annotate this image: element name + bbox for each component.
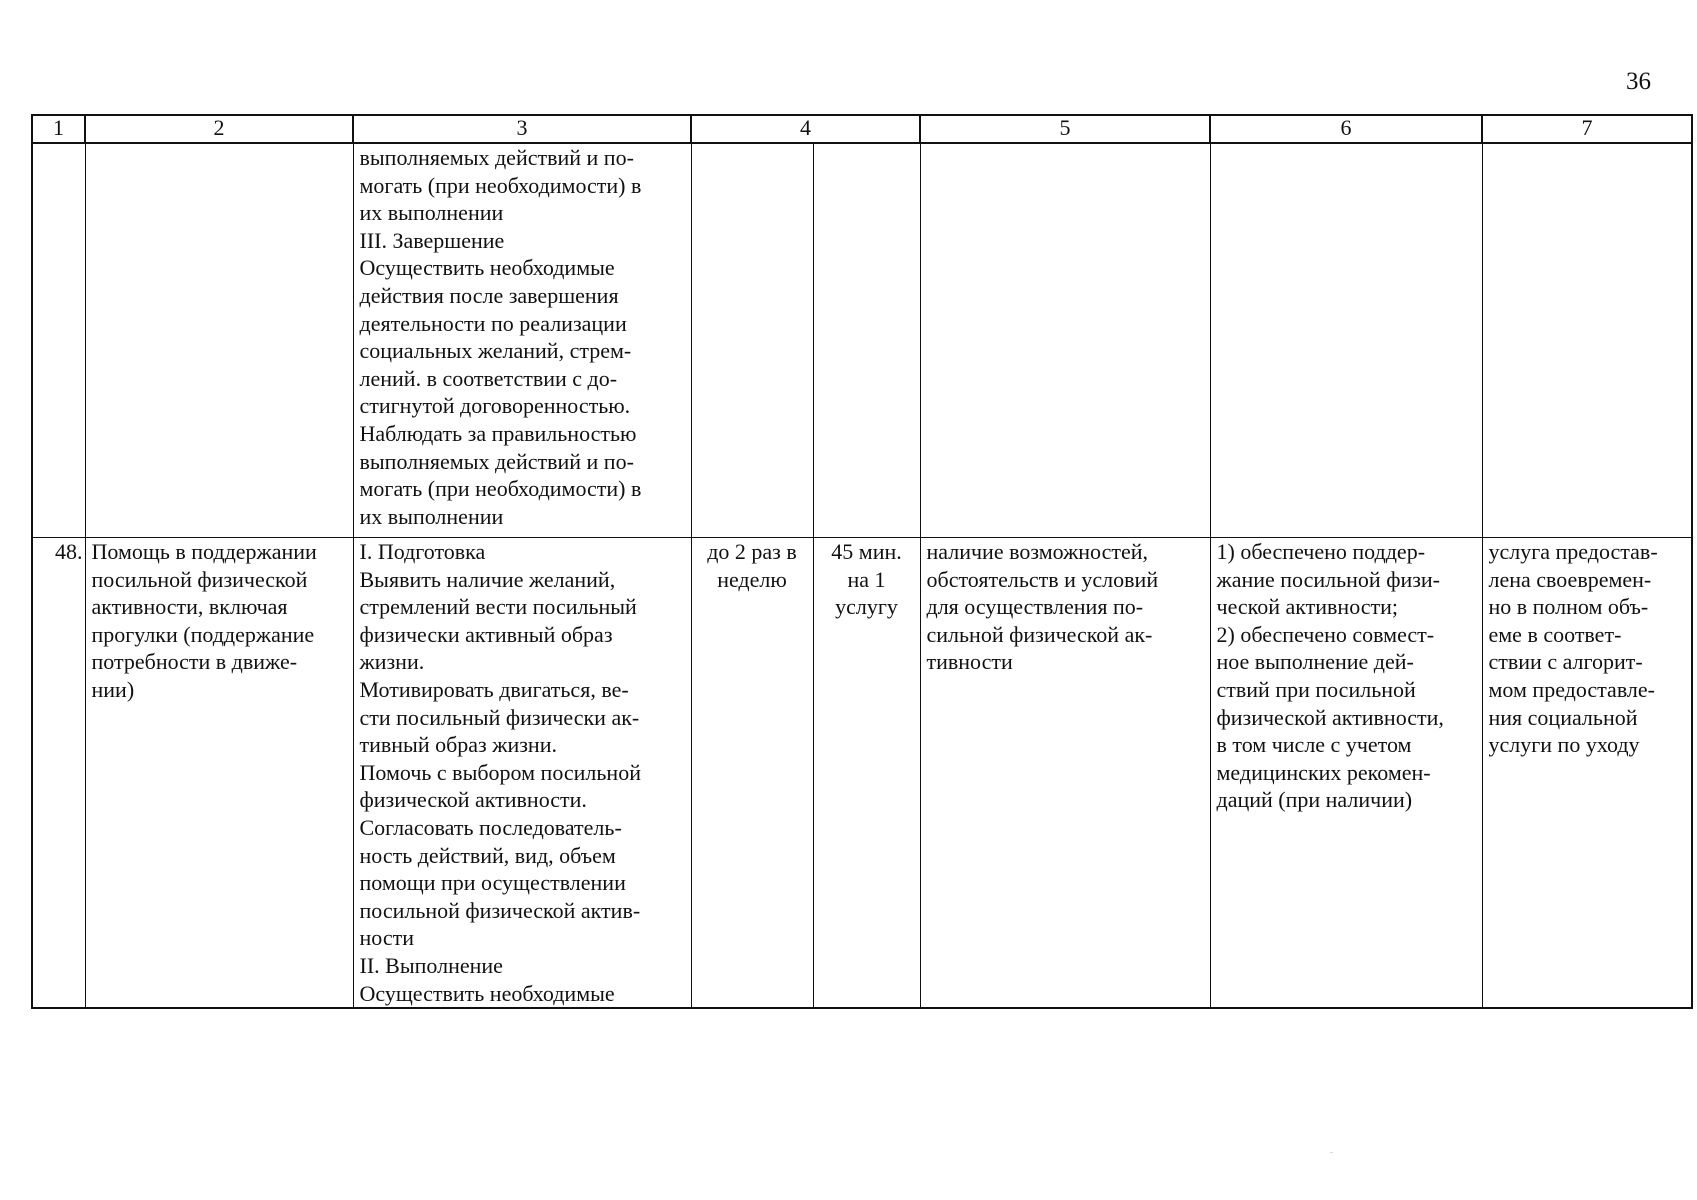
text-line: социальных желаний, стрем-	[359, 338, 632, 364]
text-line: стигнутой договоренностью.	[359, 393, 631, 419]
text-line: ность действий, вид, объем	[359, 842, 616, 868]
cont-cell-name	[85, 143, 353, 538]
text-line: Наблюдать за правильностью	[359, 420, 637, 446]
text-line: жизни.	[359, 649, 425, 675]
text-line: в том числе с учетом	[1216, 732, 1412, 758]
service-results	[1210, 538, 1482, 1009]
text-line: жание посильной физи-	[1216, 566, 1441, 592]
text-line: Согласовать последователь-	[359, 814, 622, 840]
text-line: нии)	[91, 676, 135, 702]
column-header-5: 5	[920, 115, 1210, 143]
text-line: могать (при необходимости) в	[359, 172, 642, 198]
text-line: ческой активности;	[1216, 594, 1399, 620]
cont-cell-frequency	[691, 143, 813, 538]
text-line: мом предоставле-	[1488, 676, 1655, 702]
service-evaluation	[1482, 538, 1692, 1009]
text-line: ствии с алгорит-	[1488, 649, 1643, 675]
service-duration	[813, 538, 920, 1009]
text-line: Осуществить необходимые	[359, 255, 615, 281]
text-line: прогулки (поддержание	[91, 621, 315, 647]
text-line: деятельности по реализации	[359, 310, 627, 336]
text-line: Осуществить необходимые	[359, 980, 615, 1006]
text-line: ное выполнение дей-	[1216, 649, 1414, 675]
text-line: физически активный образ	[359, 621, 613, 647]
text-line: но в полном объ-	[1488, 594, 1649, 620]
text-line: физической активности,	[1216, 704, 1444, 730]
text-line: Мотивировать двигаться, ве-	[359, 676, 629, 702]
cont-cell-evaluation	[1482, 143, 1692, 538]
text-line: тивный образ жизни.	[359, 732, 557, 758]
service-conditions	[920, 538, 1210, 1009]
text-line: посильной физической	[91, 566, 308, 592]
text-line: медицинских рекомен-	[1216, 759, 1431, 785]
text-line: потребности в движе-	[91, 649, 298, 675]
text-line: для осуществления по-	[926, 594, 1144, 620]
column-header-7: 7	[1482, 115, 1692, 143]
text-line: сти посильный физически ак-	[359, 704, 640, 730]
text-line: 45 мин.	[831, 539, 902, 564]
text-line: Помощь в поддержании	[91, 539, 317, 564]
text-line: тивности	[926, 649, 1013, 675]
text-line: выполняемых действий и по-	[359, 448, 634, 474]
continuation-row	[32, 143, 1692, 538]
text-line: физической активности.	[359, 787, 587, 813]
text-line: их выполнении	[359, 503, 504, 529]
service-name	[85, 538, 353, 1009]
text-line: могать (при необходимости) в	[359, 476, 642, 502]
column-header-2: 2	[85, 115, 353, 143]
text-line: еме в соответ-	[1488, 621, 1622, 647]
text-line: на 1	[847, 566, 886, 592]
text-line: I. Подготовка	[359, 539, 486, 564]
text-line: помощи при осуществлении	[359, 870, 626, 896]
text-line: Выявить наличие желаний,	[359, 566, 616, 592]
text-line: до 2 раз в	[707, 539, 797, 564]
text-line: даций (при наличии)	[1216, 787, 1413, 813]
text-line: лений. в соответствии с до-	[359, 365, 618, 391]
service-frequency	[691, 538, 813, 1009]
text-line: услуги по уходу	[1488, 732, 1640, 758]
text-line: 1) обеспечено поддер-	[1216, 539, 1426, 564]
service-number: 48.	[32, 538, 85, 1009]
column-header-4: 4	[691, 115, 920, 143]
column-header-1: 1	[32, 115, 85, 143]
page-number: 36	[1626, 68, 1651, 95]
cont-cell-number	[32, 143, 85, 538]
text-line: III. Завершение	[359, 227, 505, 253]
cont-cell-results	[1210, 143, 1482, 538]
text-line: обстоятельств и условий	[926, 566, 1159, 592]
text-line: наличие возможностей,	[926, 539, 1149, 564]
text-line: ствий при посильной	[1216, 676, 1416, 702]
service-standards-table	[31, 114, 1693, 1009]
text-line: Помочь с выбором посильной	[359, 759, 641, 785]
service-content	[353, 538, 691, 1009]
text-line: II. Выполнение	[359, 952, 503, 978]
text-line: сильной физической ак-	[926, 621, 1153, 647]
text-line: выполняемых действий и по-	[359, 145, 634, 170]
text-line: ния социальной	[1488, 704, 1638, 730]
text-line: посильной физической актив-	[359, 897, 641, 923]
text-line: ности	[359, 925, 414, 951]
scan-speck	[1330, 1152, 1333, 1153]
cont-cell-content	[353, 143, 691, 538]
column-header-6: 6	[1210, 115, 1482, 143]
text-line: 2) обеспечено совмест-	[1216, 621, 1435, 647]
text-line: их выполнении	[359, 200, 504, 226]
text-line: неделю	[717, 566, 787, 592]
text-line: услуга предостав-	[1488, 539, 1658, 564]
text-line: активности, включая	[91, 594, 288, 620]
service-row-48	[32, 538, 1692, 1009]
cont-cell-conditions	[920, 143, 1210, 538]
cont-cell-duration	[813, 143, 920, 538]
header-row	[32, 115, 1692, 143]
text-line: действия после завершения	[359, 282, 619, 308]
text-line: услугу	[835, 594, 898, 620]
column-header-3: 3	[353, 115, 691, 143]
text-line: лена своевремен-	[1488, 566, 1652, 592]
text-line: стремлений вести посильный	[359, 594, 637, 620]
